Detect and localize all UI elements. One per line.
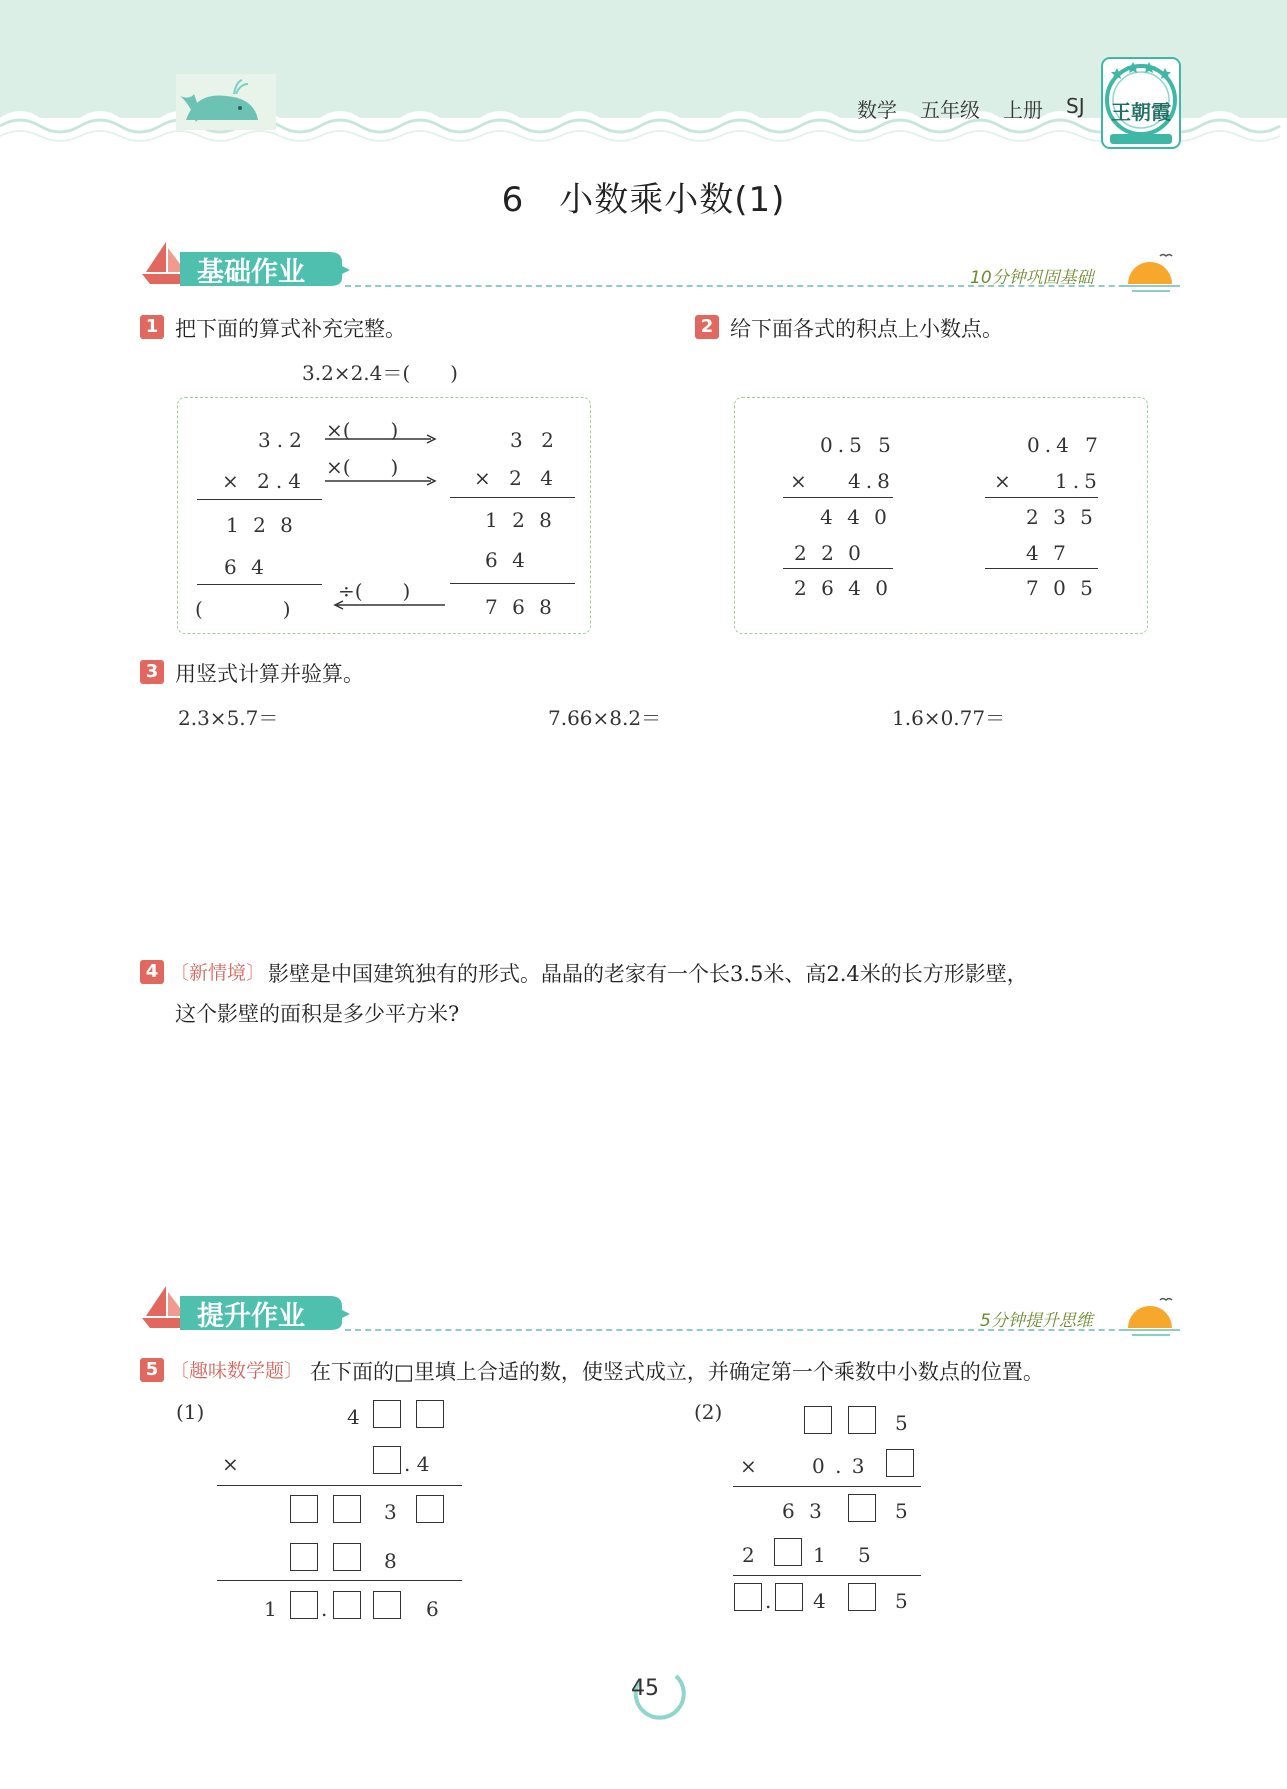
q5-p1-blank[interactable] bbox=[290, 1591, 318, 1619]
q3-item-1: 2.3×5.7＝ bbox=[178, 706, 279, 730]
section-basic-note: 10分钟巩固基础 bbox=[970, 268, 1094, 288]
q2a-row3: 4 4 0 bbox=[820, 505, 891, 529]
right-arrow-icon bbox=[325, 434, 437, 444]
question-1-number: 1 bbox=[140, 315, 164, 339]
q5-p2-blank[interactable] bbox=[848, 1494, 876, 1522]
q1-right-row5: 7 6 8 bbox=[485, 595, 556, 619]
q5-p1-blank[interactable] bbox=[333, 1495, 361, 1523]
header-grade: 五年级 bbox=[920, 98, 980, 122]
logo-text: 王朝霞 bbox=[1111, 100, 1171, 124]
q5-p2-digits-63: 6 3 bbox=[782, 1499, 826, 1523]
q2b-row1: 0.4 7 bbox=[1027, 433, 1103, 457]
q1-right-row1: 3 2 bbox=[510, 428, 560, 452]
section-advanced-label: 提升作业 bbox=[197, 1301, 305, 1332]
q2b-row3: 2 3 5 bbox=[1026, 505, 1097, 529]
q2a-row2: 4.8 bbox=[848, 469, 895, 493]
q5-p2-blank[interactable] bbox=[804, 1406, 832, 1434]
q1-left-line1 bbox=[197, 499, 322, 500]
q5-p1-blank[interactable] bbox=[416, 1400, 444, 1428]
question-4-tag: 〔新情境〕 bbox=[170, 962, 266, 984]
q5-p1-times: × bbox=[222, 1452, 239, 1476]
header-volume: 上册 bbox=[1003, 98, 1043, 122]
question-3-text: 用竖式计算并验算。 bbox=[175, 662, 364, 686]
q2b-row4: 4 7 bbox=[1026, 541, 1070, 565]
section-basic-label: 基础作业 bbox=[197, 257, 305, 288]
q5-p1-dot: . bbox=[321, 1597, 328, 1621]
question-1-text: 把下面的算式补充完整。 bbox=[175, 317, 406, 341]
q5-p2-digit-5c: 5 bbox=[895, 1589, 908, 1613]
q2a-line2 bbox=[783, 568, 893, 569]
question-2-text: 给下面各式的积点上小数点。 bbox=[730, 317, 1003, 341]
header-edition: SJ bbox=[1066, 94, 1085, 118]
q5-p1-dot4: . 4 bbox=[404, 1452, 430, 1476]
question-5-number: 5 bbox=[140, 1358, 164, 1382]
sunset-icon bbox=[1120, 1294, 1182, 1342]
q1-right-row4: 6 4 bbox=[485, 548, 529, 572]
whale-icon bbox=[176, 74, 276, 130]
page-number: 45 bbox=[631, 1676, 659, 1701]
q1-arrow1-label[interactable]: ×( ) bbox=[326, 418, 399, 442]
q5-p1-blank[interactable] bbox=[373, 1400, 401, 1428]
q5-p1-blank[interactable] bbox=[290, 1495, 318, 1523]
q1-left-row2: × 2.4 bbox=[222, 469, 307, 493]
q1-left-row4: 6 4 bbox=[224, 555, 268, 579]
q5-p1-blank[interactable] bbox=[416, 1495, 444, 1523]
question-5-text: 在下面的□里填上合适的数，使竖式成立，并确定第一个乘数中小数点的位置。 bbox=[310, 1360, 1044, 1384]
q5-p2-blank[interactable] bbox=[775, 1583, 803, 1611]
q5-p1-blank[interactable] bbox=[373, 1591, 401, 1619]
q2b-line2 bbox=[985, 568, 1098, 569]
q5-p2-times: × bbox=[740, 1454, 757, 1478]
q3-item-3: 1.6×0.77＝ bbox=[892, 706, 1006, 730]
q5-p1-digit-4: 4 bbox=[347, 1405, 360, 1429]
q5-p2-digit-1: 1 bbox=[813, 1543, 826, 1567]
q2a-row5: 2 6 4 0 bbox=[794, 576, 892, 600]
q1-left-line2 bbox=[197, 584, 322, 585]
q1-right-row3: 1 2 8 bbox=[485, 508, 556, 532]
question-5-tag: 〔趣味数学题〕 bbox=[170, 1360, 304, 1382]
q5-p2-dot: . bbox=[765, 1589, 772, 1613]
q2a-times: × bbox=[790, 469, 807, 493]
q2a-row4: 2 2 0 bbox=[794, 541, 865, 565]
question-4-line1: 影壁是中国建筑独有的形式。晶晶的老家有一个长3.5米、高2.4米的长方形影壁， bbox=[268, 962, 1028, 986]
q5-p1-digit-1: 1 bbox=[264, 1597, 277, 1621]
q2b-times: × bbox=[994, 469, 1011, 493]
q5-p1-digit-6: 6 bbox=[426, 1597, 439, 1621]
q5-p2-blank[interactable] bbox=[734, 1583, 762, 1611]
question-3-number: 3 bbox=[140, 660, 164, 684]
q1-right-row2: × 2 4 bbox=[474, 466, 559, 490]
q1-left-row3: 1 2 8 bbox=[226, 513, 297, 537]
question-4-number: 4 bbox=[140, 960, 164, 984]
q5-p1-blank[interactable] bbox=[290, 1543, 318, 1571]
q5-p2-digit-5: 5 bbox=[895, 1411, 908, 1435]
q5-p1-digit-3: 3 bbox=[384, 1500, 397, 1524]
q5-p2-blank[interactable] bbox=[848, 1583, 876, 1611]
right-arrow-icon bbox=[325, 476, 437, 486]
sunset-icon bbox=[1120, 250, 1182, 298]
q5-p1-blank[interactable] bbox=[373, 1446, 401, 1474]
q5-p2-0-3: 0 . 3 bbox=[812, 1454, 867, 1478]
question-4-line2: 这个影壁的面积是多少平方米? bbox=[175, 1002, 460, 1026]
q5-p1-line1 bbox=[217, 1485, 462, 1486]
q2b-row2: 1.5 bbox=[1055, 469, 1102, 493]
q5-p2-blank[interactable] bbox=[774, 1538, 802, 1566]
q2a-line1 bbox=[783, 497, 893, 498]
q5-p1-blank[interactable] bbox=[333, 1591, 361, 1619]
q5-p1-blank[interactable] bbox=[333, 1543, 361, 1571]
q5-p2-line2 bbox=[733, 1575, 921, 1576]
q1-arrow3-label[interactable]: ÷( ) bbox=[338, 579, 411, 603]
q5-p1-digit-8: 8 bbox=[384, 1549, 397, 1573]
question-2-number: 2 bbox=[695, 315, 719, 339]
q5-p1-line2 bbox=[217, 1580, 462, 1581]
q5-p2-digit-2: 2 bbox=[742, 1543, 755, 1567]
q1-right-line2 bbox=[450, 583, 575, 584]
q2b-row5: 7 0 5 bbox=[1026, 576, 1097, 600]
publisher-logo bbox=[1100, 56, 1182, 150]
q5-p2-line1 bbox=[733, 1486, 921, 1487]
q2a-row1: 0.5 5 bbox=[820, 433, 896, 457]
q1-arrow2-label[interactable]: ×( ) bbox=[326, 455, 399, 479]
q3-item-2: 7.66×8.2＝ bbox=[548, 706, 662, 730]
q5-p2-row3-5: 5 bbox=[895, 1499, 908, 1523]
q2b-line1 bbox=[985, 497, 1098, 498]
q5-p2-digit-4: 4 bbox=[813, 1589, 826, 1613]
q1-right-line1 bbox=[450, 497, 575, 498]
q5-part2-label: (2) bbox=[694, 1400, 723, 1424]
q5-part1-label: (1) bbox=[176, 1400, 205, 1424]
q1-left-row1: 3.2 bbox=[258, 428, 308, 452]
question-1-equation: 3.2×2.4＝( ) bbox=[302, 361, 458, 385]
section-advanced-note: 5分钟提升思维 bbox=[980, 1311, 1093, 1331]
q5-p2-blank[interactable] bbox=[848, 1406, 876, 1434]
q5-p2-blank[interactable] bbox=[886, 1449, 914, 1477]
left-arrow-icon bbox=[333, 600, 448, 610]
header-subject: 数学 bbox=[857, 98, 897, 122]
q5-p2-digit-5b: 5 bbox=[858, 1543, 871, 1567]
page-title: 6 小数乘小数(1) bbox=[501, 180, 786, 220]
q1-left-answer-blank[interactable]: ( ) bbox=[195, 597, 291, 621]
